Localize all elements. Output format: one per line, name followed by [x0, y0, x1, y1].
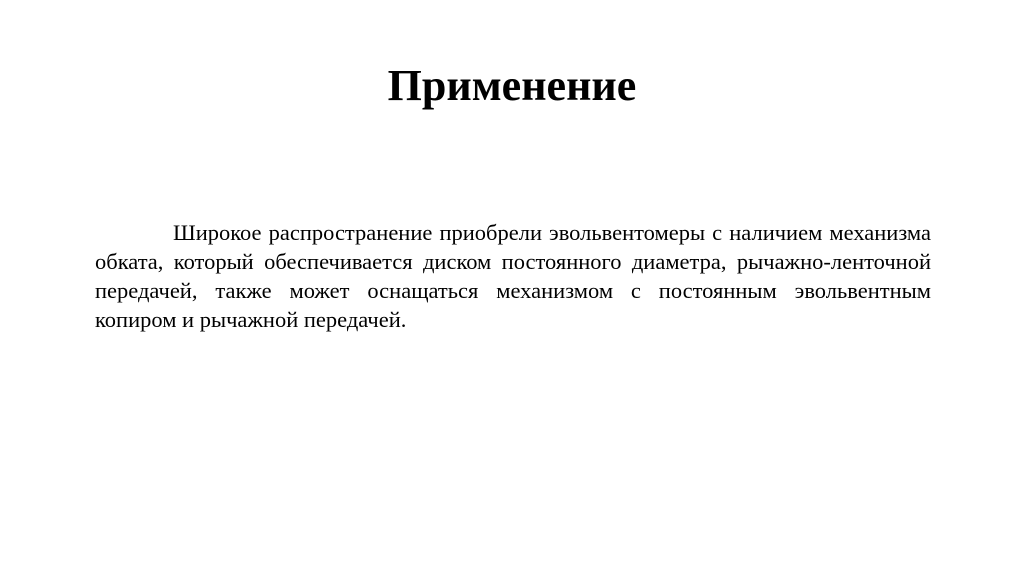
slide-title: Применение [387, 61, 637, 110]
slide-body-paragraph: Широкое распространение приобрели эвольвентомеры с наличием механизма обката, который обеспечивается диском постоянного диаметра, рычажно-ленточной передачей, также может оснащаться механизмом с постоянным эвольвентным копиром и рычажной передачей. [95, 220, 931, 332]
